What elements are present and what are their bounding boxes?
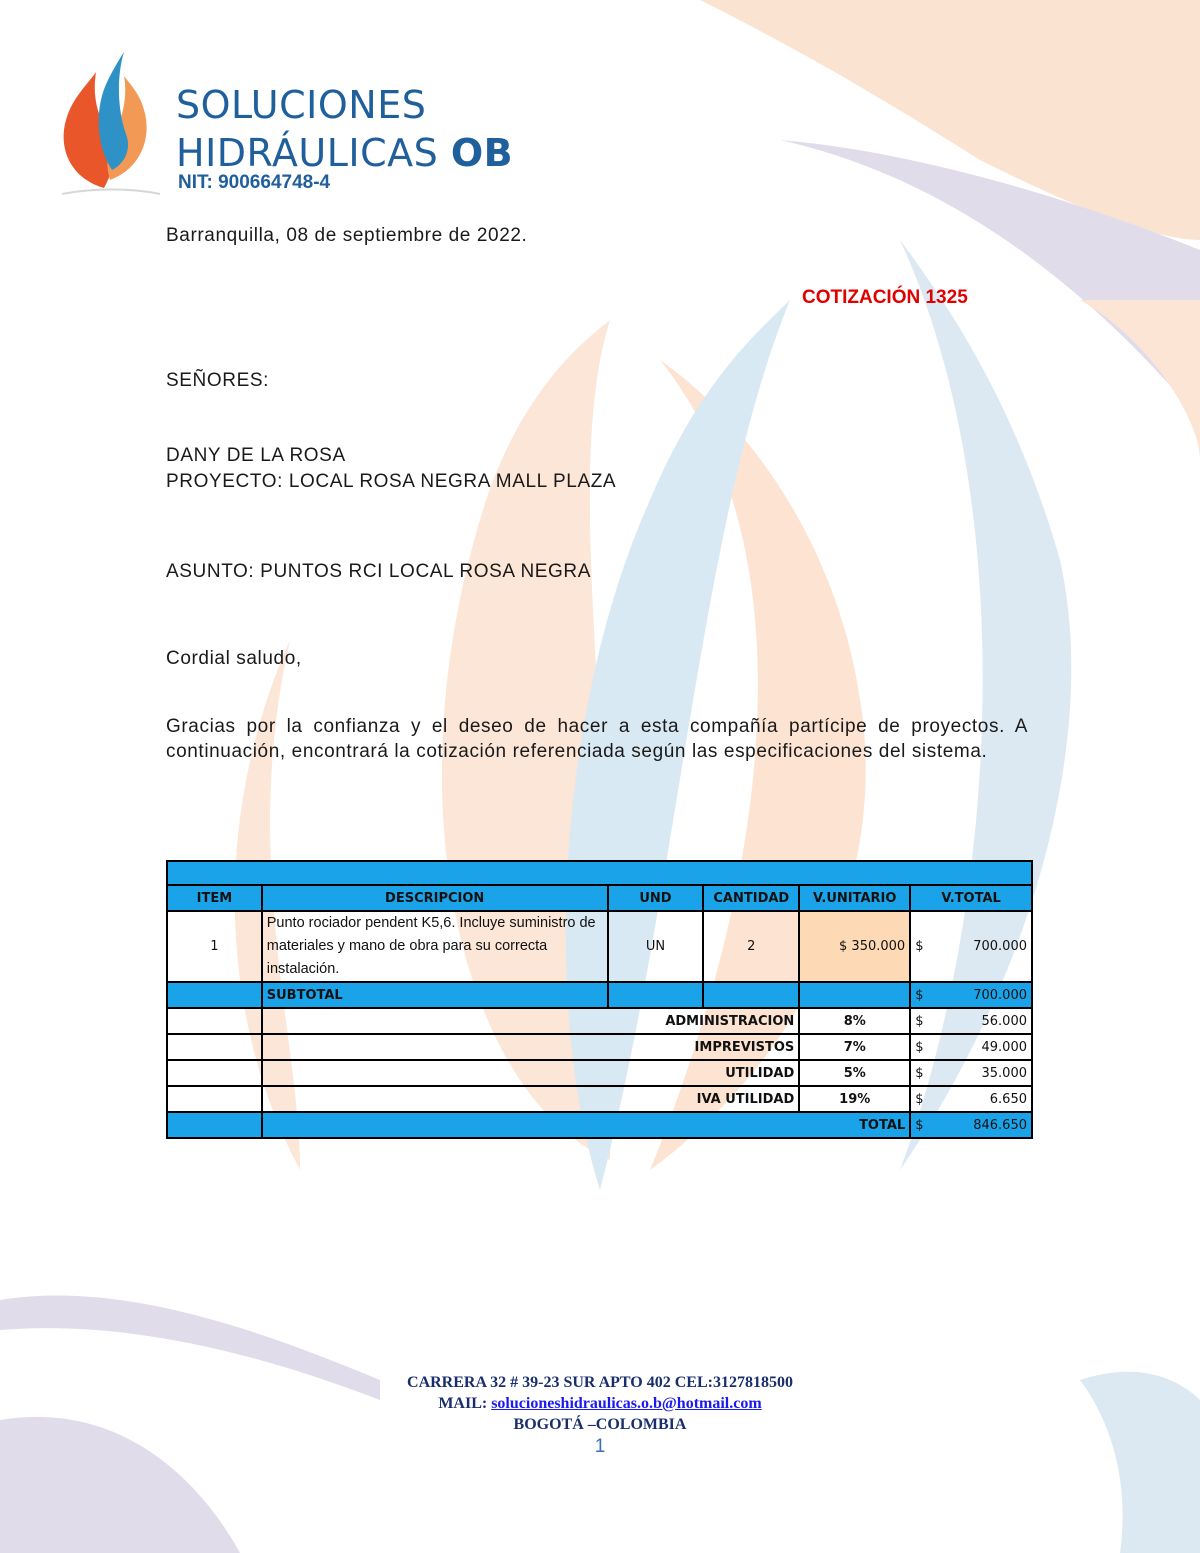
subtotal-value xyxy=(910,982,1032,1008)
header-unit-value: V.UNITARIO xyxy=(799,885,910,911)
charge-value xyxy=(910,1008,1032,1034)
row-total-value xyxy=(910,911,1032,982)
charge-label: UTILIDAD xyxy=(262,1060,800,1086)
subtotal-empty-cell xyxy=(799,982,910,1008)
charge-percent: 7% xyxy=(799,1034,910,1060)
charge-label: ADMINISTRACION xyxy=(262,1008,800,1034)
subtotal-empty-cell xyxy=(703,982,799,1008)
charge-currency: $ xyxy=(915,1091,924,1107)
company-name-line1: SOLUCIONES xyxy=(176,83,427,127)
charge-amount: 6.650 xyxy=(989,1091,1027,1107)
footer-mail-line xyxy=(0,1393,1200,1414)
company-name-suffix: OB xyxy=(450,130,514,175)
charge-row xyxy=(167,1034,1032,1060)
header-item: ITEM xyxy=(167,885,262,911)
charge-currency: $ xyxy=(915,1065,924,1081)
total-row xyxy=(167,1112,1032,1138)
letter-date: Barranquilla, 08 de septiembre de 2022. xyxy=(166,225,528,246)
subtotal-empty-cell xyxy=(608,982,704,1008)
quote-table xyxy=(166,860,1033,1139)
subtotal-empty-cell xyxy=(167,982,262,1008)
table-row xyxy=(167,911,1032,982)
header-description: DESCRIPCION xyxy=(262,885,608,911)
row-unit: UN xyxy=(608,911,704,982)
charge-empty-cell xyxy=(167,1086,262,1112)
company-name xyxy=(176,82,513,177)
client-name: DANY DE LA ROSA xyxy=(166,445,346,466)
project-name: PROYECTO: LOCAL ROSA NEGRA MALL PLAZA xyxy=(166,471,617,492)
charge-percent: 19% xyxy=(799,1086,910,1112)
subject-line: ASUNTO: PUNTOS RCI LOCAL ROSA NEGRA xyxy=(166,561,592,582)
company-nit: NIT: 900664748-4 xyxy=(178,172,331,193)
charge-currency: $ xyxy=(915,1013,924,1029)
header-total-value: V.TOTAL xyxy=(910,885,1032,911)
charge-currency: $ xyxy=(915,1039,924,1055)
body-paragraph: Gracias por la confianza y el deseo de hacer a esta compañía partícipe de proyectos. A continuación, encontrará la cotización referenciada según las especificaciones del sistema. xyxy=(166,716,1028,762)
subtotal-label: SUBTOTAL xyxy=(262,982,608,1008)
subtotal-row xyxy=(167,982,1032,1008)
row-total-currency: $ xyxy=(915,939,924,954)
charge-row xyxy=(167,1060,1032,1086)
row-quantity: 2 xyxy=(703,911,799,982)
charge-empty-cell xyxy=(167,1008,262,1034)
salutation-header: SEÑORES: xyxy=(166,370,269,391)
client-block xyxy=(166,443,616,495)
greeting: Cordial saludo, xyxy=(166,648,302,669)
charge-empty-cell xyxy=(167,1060,262,1086)
total-amount: 846.650 xyxy=(973,1117,1027,1133)
charge-amount: 49.000 xyxy=(981,1039,1027,1055)
header-unit: UND xyxy=(608,885,704,911)
subtotal-amount: 700.000 xyxy=(973,987,1027,1003)
header-quantity: CANTIDAD xyxy=(703,885,799,911)
page-number: 1 xyxy=(594,1436,606,1457)
charge-percent: 5% xyxy=(799,1060,910,1086)
quote-number: COTIZACIÓN 1325 xyxy=(802,287,968,308)
table-header-row xyxy=(167,885,1032,911)
charge-value xyxy=(910,1086,1032,1112)
total-label: TOTAL xyxy=(262,1112,910,1138)
table-top-band-cell xyxy=(167,861,1032,885)
row-total-amount: 700.000 xyxy=(973,939,1027,954)
subtotal-currency: $ xyxy=(915,987,924,1003)
row-description: Punto rociador pendent K5,6. Incluye suministro de materiales y mano de obra para su correcta instalación. xyxy=(262,911,608,982)
company-name-main: HIDRÁULICAS xyxy=(176,130,439,175)
total-currency: $ xyxy=(915,1117,924,1133)
charge-value xyxy=(910,1060,1032,1086)
footer-mail-link[interactable]: solucioneshidraulicas.o.b@hotmail.com xyxy=(491,1395,762,1412)
charge-amount: 35.000 xyxy=(981,1065,1027,1081)
charge-amount: 56.000 xyxy=(981,1013,1027,1029)
footer xyxy=(0,1372,1200,1435)
charge-percent: 8% xyxy=(799,1008,910,1034)
row-unit-value: $ 350.000 xyxy=(799,911,910,982)
total-value xyxy=(910,1112,1032,1138)
company-logo-icon xyxy=(52,48,162,198)
company-name-line2 xyxy=(176,130,513,178)
charge-value xyxy=(910,1034,1032,1060)
charge-empty-cell xyxy=(167,1034,262,1060)
charge-row xyxy=(167,1008,1032,1034)
total-empty-cell xyxy=(167,1112,262,1138)
footer-city: BOGOTÁ –COLOMBIA xyxy=(513,1416,687,1433)
footer-address: CARRERA 32 # 39-23 SUR APTO 402 CEL:3127818500 xyxy=(407,1374,793,1391)
table-top-band xyxy=(167,861,1032,885)
charge-row xyxy=(167,1086,1032,1112)
charge-label: IVA UTILIDAD xyxy=(262,1086,800,1112)
charge-label: IMPREVISTOS xyxy=(262,1034,800,1060)
footer-mail-label: MAIL: xyxy=(438,1395,488,1412)
row-item: 1 xyxy=(167,911,262,982)
